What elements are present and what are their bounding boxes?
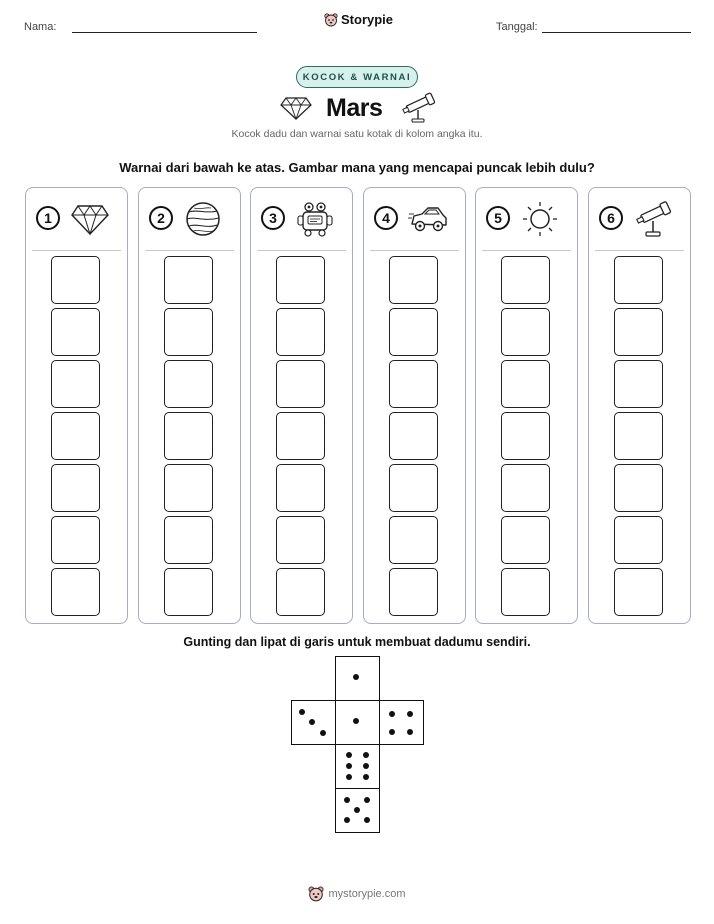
column-header [476, 188, 577, 250]
column-divider [482, 250, 571, 251]
color-cell[interactable] [51, 516, 100, 564]
color-cell[interactable] [276, 464, 325, 512]
column-1 [25, 187, 128, 624]
color-cell[interactable] [614, 256, 663, 304]
date-line[interactable] [542, 32, 691, 33]
color-cell[interactable] [276, 516, 325, 564]
color-cell[interactable] [164, 464, 213, 512]
dice-pip [389, 711, 395, 717]
dice-pip [346, 774, 352, 780]
dice-face-5 [335, 788, 380, 833]
subtitle: Kocok dadu dan warnai satu kotak di kolom angka itu. [231, 128, 483, 140]
column-number: 3 [261, 206, 285, 230]
color-cell[interactable] [614, 568, 663, 616]
column-header [139, 188, 240, 250]
color-cell[interactable] [389, 360, 438, 408]
dice-pip [346, 763, 352, 769]
color-cell[interactable] [51, 412, 100, 460]
color-cell[interactable] [614, 464, 663, 512]
column-header [364, 188, 465, 250]
dice-pip [320, 730, 326, 736]
column-number: 4 [374, 206, 398, 230]
column-divider [595, 250, 684, 251]
column-divider [257, 250, 346, 251]
column-4 [363, 187, 466, 624]
dice-face-4 [379, 700, 424, 745]
color-cell[interactable] [501, 568, 550, 616]
dice-pip [363, 752, 369, 758]
dice-pip [364, 817, 370, 823]
dice-face-1 [335, 656, 380, 701]
dice-pip [354, 807, 360, 813]
column-number: 1 [36, 206, 60, 230]
column-3 [250, 187, 353, 624]
dice-pip [353, 674, 359, 680]
color-cell[interactable] [614, 360, 663, 408]
color-cell[interactable] [51, 360, 100, 408]
color-cell[interactable] [276, 256, 325, 304]
dice-pip [353, 718, 359, 724]
page-title: Mars [326, 94, 383, 122]
dice-pip [309, 719, 315, 725]
color-cell[interactable] [164, 412, 213, 460]
title-row [280, 92, 440, 124]
dice-pip [363, 774, 369, 780]
color-cell[interactable] [614, 308, 663, 356]
dice-face-6 [335, 744, 380, 789]
activity-badge: KOCOK & WARNAI [296, 66, 418, 88]
color-cell[interactable] [614, 516, 663, 564]
robot-icon [295, 200, 335, 238]
footer-url[interactable]: mystorypie.com [328, 888, 406, 900]
color-cell[interactable] [389, 256, 438, 304]
dice-pip [344, 817, 350, 823]
diamond-icon [280, 96, 312, 120]
brand-name: Storypie [341, 12, 394, 27]
color-cell[interactable] [389, 464, 438, 512]
color-cell[interactable] [276, 412, 325, 460]
sun-icon [520, 200, 560, 238]
color-cell[interactable] [389, 412, 438, 460]
column-divider [145, 250, 234, 251]
dice-pip [346, 752, 352, 758]
color-cell[interactable] [389, 308, 438, 356]
column-header [26, 188, 127, 250]
cut-instruction: Gunting dan lipat di garis untuk membuat dadumu sendiri. [183, 635, 531, 649]
column-header [589, 188, 690, 250]
color-cell[interactable] [276, 360, 325, 408]
footer [0, 886, 714, 902]
color-cell[interactable] [164, 516, 213, 564]
name-line[interactable] [72, 32, 257, 33]
instruction: Warnai dari bawah ke atas. Gambar mana yang mencapai puncak lebih dulu? [119, 160, 595, 175]
color-cell[interactable] [614, 412, 663, 460]
dice-pip [344, 797, 350, 803]
color-cell[interactable] [164, 568, 213, 616]
color-cell[interactable] [501, 308, 550, 356]
color-cell[interactable] [389, 568, 438, 616]
planet-icon [183, 200, 223, 238]
dice-pip [363, 763, 369, 769]
color-cell[interactable] [51, 256, 100, 304]
car-icon [408, 200, 448, 238]
mascot-icon [324, 13, 338, 27]
color-cell[interactable] [51, 568, 100, 616]
color-cell[interactable] [276, 568, 325, 616]
color-cell[interactable] [164, 308, 213, 356]
name-label: Nama: [24, 21, 57, 33]
telescope-icon [400, 92, 436, 124]
column-header [251, 188, 352, 250]
color-cell[interactable] [51, 464, 100, 512]
column-5 [475, 187, 578, 624]
color-cell[interactable] [501, 464, 550, 512]
column-number: 2 [149, 206, 173, 230]
diamond-icon [70, 200, 110, 238]
column-6 [588, 187, 691, 624]
column-2 [138, 187, 241, 624]
dice-pip [407, 711, 413, 717]
dice-face-3 [291, 700, 336, 745]
dice-face-1 [335, 700, 380, 745]
mascot-icon [308, 886, 324, 902]
dice-pip [299, 709, 305, 715]
color-cell[interactable] [501, 360, 550, 408]
color-cell[interactable] [164, 360, 213, 408]
dice-pip [389, 729, 395, 735]
dice-pip [407, 729, 413, 735]
color-cell[interactable] [389, 516, 438, 564]
color-cell[interactable] [51, 308, 100, 356]
color-cell[interactable] [501, 516, 550, 564]
column-number: 5 [486, 206, 510, 230]
dice-pip [364, 797, 370, 803]
color-cell[interactable] [164, 256, 213, 304]
column-divider [32, 250, 121, 251]
color-cell[interactable] [501, 256, 550, 304]
telescope-icon [633, 200, 673, 238]
column-number: 6 [599, 206, 623, 230]
brand-logo [324, 12, 393, 27]
color-cell[interactable] [501, 412, 550, 460]
color-cell[interactable] [276, 308, 325, 356]
column-divider [370, 250, 459, 251]
date-label: Tanggal: [496, 21, 538, 33]
